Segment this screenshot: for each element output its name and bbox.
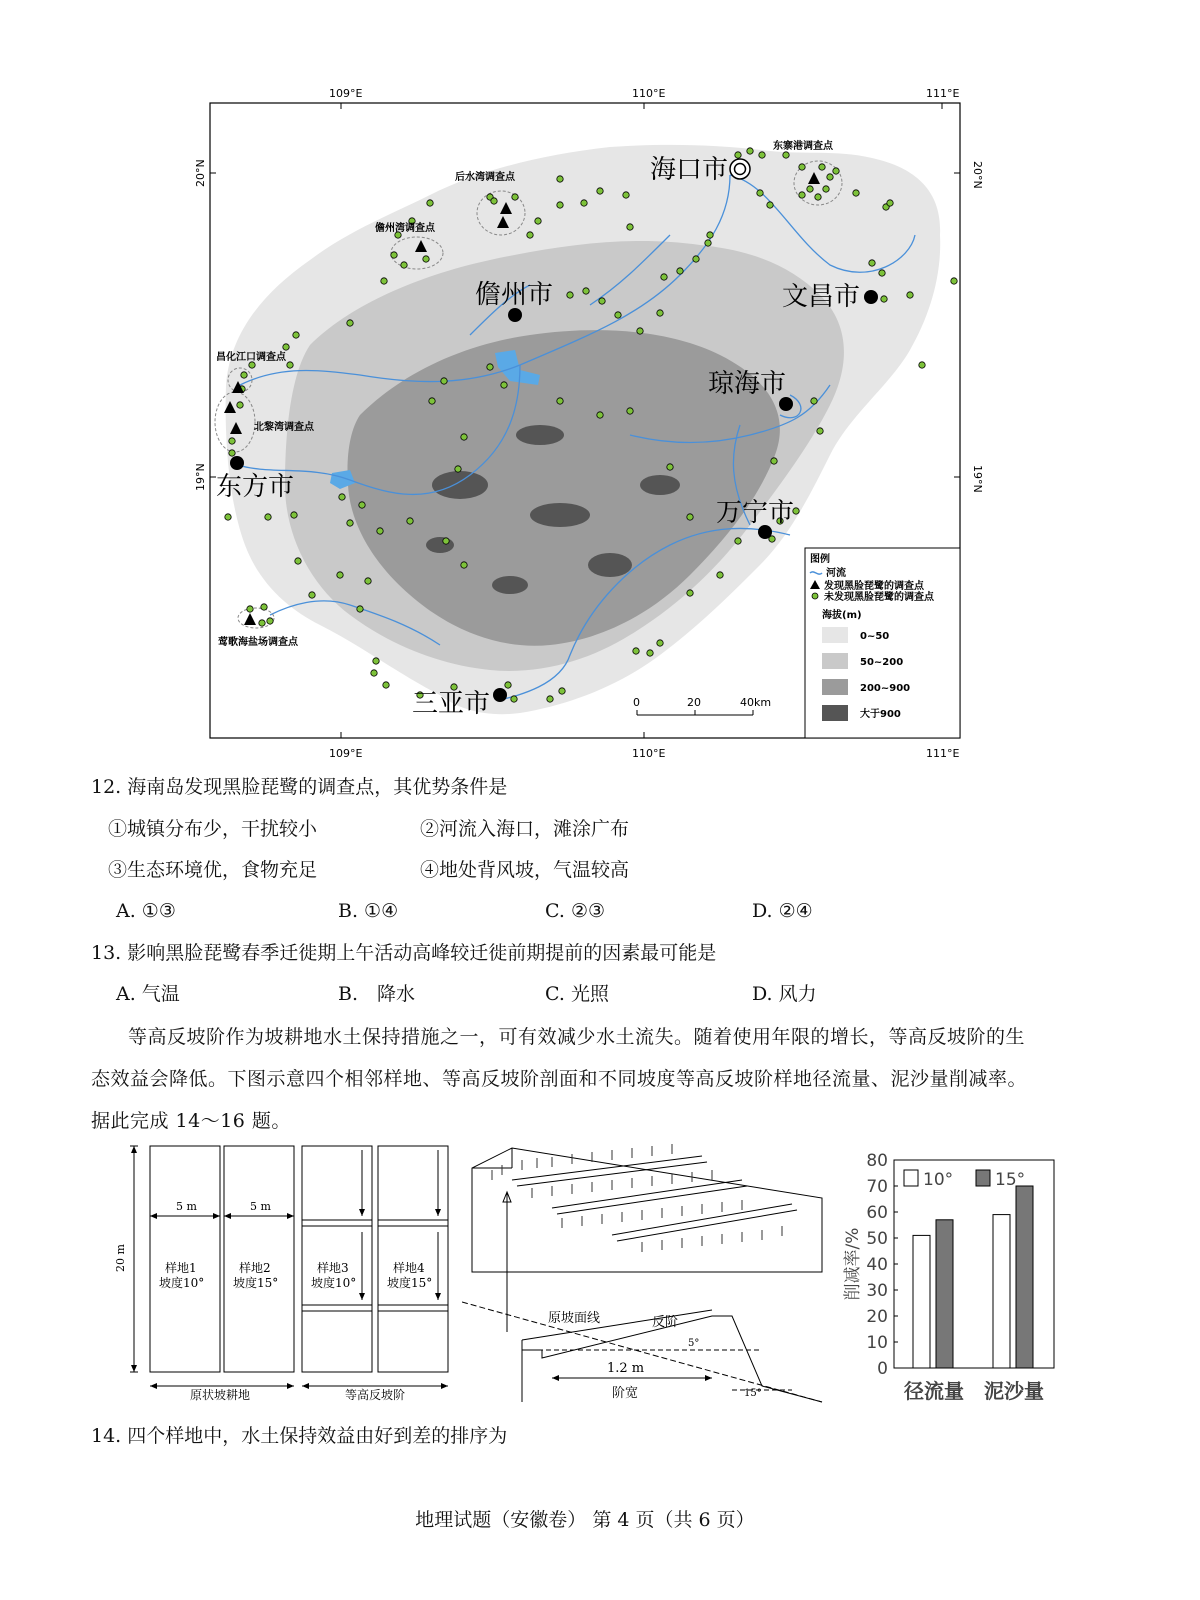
not-found-point bbox=[627, 408, 633, 414]
not-found-point bbox=[229, 450, 235, 456]
legend-title: 图例 bbox=[810, 554, 830, 565]
q12-item-4: ④地处背风坡，气温较高 bbox=[420, 859, 630, 881]
not-found-point bbox=[443, 538, 449, 544]
not-found-point bbox=[637, 328, 643, 334]
label-reverse-step: 反阶 bbox=[652, 1315, 679, 1330]
not-found-point bbox=[705, 240, 711, 246]
not-found-point bbox=[527, 232, 533, 238]
not-found-point bbox=[657, 310, 663, 316]
bar-泥沙量-10° bbox=[993, 1215, 1010, 1368]
legend-river: 河流 bbox=[826, 568, 846, 579]
not-found-point bbox=[599, 298, 605, 304]
survey-label-changhuajiang: 昌化江口调查点 bbox=[216, 352, 286, 363]
not-found-point bbox=[879, 270, 885, 276]
not-found-point bbox=[767, 202, 773, 208]
not-found-point bbox=[597, 412, 603, 418]
not-found-point bbox=[827, 174, 833, 180]
not-found-point bbox=[491, 198, 497, 204]
legend-label-10°: 10° bbox=[923, 1170, 954, 1190]
plot-width-label-2: 5 m bbox=[250, 1200, 271, 1213]
not-found-point bbox=[771, 458, 777, 464]
q13-option-b: B. 降水 bbox=[338, 983, 416, 1005]
legend-elevation-title: 海拔(m) bbox=[822, 610, 862, 621]
not-found-point bbox=[717, 572, 723, 578]
not-found-point bbox=[261, 604, 267, 610]
not-found-point bbox=[381, 278, 387, 284]
passage-line-1: 等高反坡阶作为坡耕地水土保持措施之一，可有效减少水土流失。随着使用年限的增长，等高反坡阶的生 bbox=[128, 1026, 1026, 1048]
not-found-point bbox=[501, 382, 507, 388]
not-found-point bbox=[557, 202, 563, 208]
not-found-point bbox=[337, 572, 343, 578]
city-haikou: 海口市 bbox=[650, 155, 729, 185]
city-dongfang: 东方市 bbox=[216, 472, 295, 502]
legend-elev-0-50: 0~50 bbox=[860, 631, 890, 642]
lon-tick-109-bottom: 109°E bbox=[329, 747, 363, 760]
not-found-point bbox=[661, 274, 667, 280]
survey-label-beiliwan: 北黎湾调查点 bbox=[254, 422, 314, 433]
y-tick-label: 50 bbox=[866, 1229, 888, 1249]
not-found-point bbox=[291, 512, 297, 518]
q12-item-3: ③生态环境优，食物充足 bbox=[108, 859, 318, 881]
not-found-point bbox=[759, 152, 765, 158]
not-found-point bbox=[647, 650, 653, 656]
y-tick-label: 0 bbox=[877, 1359, 888, 1379]
not-found-point bbox=[427, 200, 433, 206]
not-found-point bbox=[615, 312, 621, 318]
q12-option-b: B. ①④ bbox=[338, 900, 399, 922]
not-found-point bbox=[441, 378, 447, 384]
y-tick-label: 60 bbox=[866, 1203, 888, 1223]
not-found-point bbox=[853, 190, 859, 196]
group-label-terrace: 等高反坡阶 bbox=[345, 1388, 406, 1402]
bar-径流量-15° bbox=[936, 1220, 953, 1368]
not-found-point bbox=[677, 268, 683, 274]
survey-label-houshuiwan: 后水湾调查点 bbox=[455, 172, 515, 183]
legend-found: 发现黑脸琵鹭的调查点 bbox=[824, 581, 924, 592]
y-axis-label: 削减率/% bbox=[843, 1227, 863, 1301]
plot4-slope: 坡度15° bbox=[387, 1276, 433, 1290]
not-found-point bbox=[309, 592, 315, 598]
not-found-point bbox=[951, 278, 957, 284]
plot2-name: 样地2 bbox=[239, 1261, 271, 1275]
plot1-slope: 坡度10° bbox=[159, 1276, 205, 1290]
not-found-point bbox=[597, 188, 603, 194]
lat-tick-19-right: 19°N bbox=[971, 465, 984, 493]
not-found-point bbox=[707, 232, 713, 238]
y-tick-label: 10 bbox=[866, 1333, 888, 1353]
scale-label-20: 20 bbox=[687, 696, 701, 709]
label-step-width: 阶宽 bbox=[612, 1386, 639, 1401]
passage-line-2: 态效益会降低。下图示意四个相邻样地、等高反坡阶剖面和不同坡度等高反坡阶样地径流量、泥沙量削减率。 bbox=[91, 1068, 1028, 1090]
not-found-point bbox=[267, 618, 273, 624]
lon-tick-111-top: 111°E bbox=[926, 87, 960, 100]
not-found-point bbox=[557, 398, 563, 404]
city-danzhou: 儋州市 bbox=[475, 280, 554, 310]
plot-length-label: 20 m bbox=[114, 1244, 127, 1272]
not-found-point bbox=[819, 164, 825, 170]
lon-tick-110-top: 110°E bbox=[632, 87, 666, 100]
q13-option-c: C. 光照 bbox=[545, 983, 609, 1005]
not-found-point bbox=[687, 514, 693, 520]
survey-label-dongzhaigang: 东寨港调查点 bbox=[773, 141, 833, 152]
y-tick-label: 40 bbox=[866, 1255, 888, 1275]
not-found-point bbox=[247, 606, 253, 612]
not-found-point bbox=[535, 218, 541, 224]
x-category-label: 径流量 bbox=[904, 1379, 964, 1403]
q12-item-2: ②河流入海口，滩涂广布 bbox=[420, 818, 630, 840]
plot4-name: 样地4 bbox=[393, 1261, 425, 1275]
lon-tick-110-bottom: 110°E bbox=[632, 747, 666, 760]
not-found-point bbox=[487, 364, 493, 370]
not-found-point bbox=[817, 428, 823, 434]
not-found-point bbox=[583, 288, 589, 294]
plot-width-label-1: 5 m bbox=[176, 1200, 197, 1213]
passage-line-3: 据此完成 14～16 题。 bbox=[91, 1110, 291, 1132]
city-qionghai: 琼海市 bbox=[708, 369, 787, 399]
city-sanya: 三亚市 bbox=[412, 689, 491, 719]
not-found-point bbox=[359, 502, 365, 508]
not-found-point bbox=[823, 186, 829, 192]
not-found-point bbox=[511, 696, 517, 702]
lat-tick-20-left: 20°N bbox=[194, 159, 207, 187]
not-found-point bbox=[783, 152, 789, 158]
q12-option-d: D. ②④ bbox=[752, 900, 813, 922]
not-found-point bbox=[377, 528, 383, 534]
not-found-point bbox=[505, 682, 511, 688]
hainan-map bbox=[190, 85, 990, 775]
not-found-point bbox=[735, 538, 741, 544]
q12-option-a: A. ①③ bbox=[116, 900, 176, 922]
not-found-point bbox=[815, 194, 821, 200]
legend-swatch-10° bbox=[904, 1170, 918, 1186]
label-step-width-value: 1.2 m bbox=[607, 1361, 645, 1376]
not-found-point bbox=[293, 332, 299, 338]
map-legend bbox=[805, 548, 960, 738]
y-tick-label: 70 bbox=[866, 1177, 888, 1197]
not-found-point bbox=[869, 260, 875, 266]
legend-elev-50-200: 50~200 bbox=[860, 657, 904, 668]
not-found-point bbox=[295, 558, 301, 564]
plot3-slope: 坡度10° bbox=[311, 1276, 357, 1290]
q14-stem: 14. 四个样地中，水土保持效益由好到差的排序为 bbox=[91, 1425, 508, 1447]
not-found-point bbox=[229, 438, 235, 444]
not-found-point bbox=[907, 292, 913, 298]
city-wenchang: 文昌市 bbox=[782, 282, 861, 312]
legend-swatch-15° bbox=[976, 1170, 990, 1186]
q13-option-d: D. 风力 bbox=[752, 983, 817, 1005]
q13-option-a: A. 气温 bbox=[116, 983, 180, 1005]
not-found-point bbox=[241, 372, 247, 378]
not-found-point bbox=[265, 514, 271, 520]
legend-label-15°: 15° bbox=[995, 1170, 1026, 1190]
plot1-name: 样地1 bbox=[165, 1261, 197, 1275]
city-wanning: 万宁市 bbox=[716, 498, 795, 528]
y-tick-label: 20 bbox=[866, 1307, 888, 1327]
q12-option-c: C. ②③ bbox=[545, 900, 606, 922]
not-found-point bbox=[811, 398, 817, 404]
lon-tick-111-bottom: 111°E bbox=[926, 747, 960, 760]
lat-tick-20-right: 20°N bbox=[971, 161, 984, 189]
not-found-point bbox=[512, 194, 518, 200]
not-found-point bbox=[429, 398, 435, 404]
scale-label-40: 40km bbox=[740, 696, 772, 709]
not-found-point bbox=[391, 252, 397, 258]
not-found-point bbox=[881, 296, 887, 302]
not-found-point bbox=[807, 186, 813, 192]
not-found-point bbox=[461, 434, 467, 440]
not-found-point bbox=[347, 520, 353, 526]
not-found-point bbox=[667, 464, 673, 470]
not-found-point bbox=[401, 262, 407, 268]
not-found-point bbox=[581, 200, 587, 206]
not-found-point bbox=[461, 562, 467, 568]
label-original-slope: 原坡面线 bbox=[548, 1311, 601, 1326]
not-found-point bbox=[259, 620, 265, 626]
scale-label-0: 0 bbox=[633, 696, 640, 709]
not-found-point bbox=[373, 658, 379, 664]
y-tick-label: 30 bbox=[866, 1281, 888, 1301]
bar-径流量-10° bbox=[913, 1235, 930, 1368]
not-found-point bbox=[339, 494, 345, 500]
not-found-point bbox=[747, 148, 753, 154]
not-found-point bbox=[567, 292, 573, 298]
not-found-point bbox=[237, 402, 243, 408]
bar-泥沙量-15° bbox=[1016, 1186, 1033, 1368]
y-tick-label: 80 bbox=[866, 1151, 888, 1171]
not-found-point bbox=[287, 362, 293, 368]
plot-layout-diagram bbox=[110, 1140, 460, 1402]
not-found-point bbox=[423, 256, 429, 262]
not-found-point bbox=[633, 648, 639, 654]
not-found-point bbox=[225, 514, 231, 520]
not-found-point bbox=[407, 518, 413, 524]
not-found-point bbox=[371, 670, 377, 676]
lon-tick-109-top: 109°E bbox=[329, 87, 363, 100]
q12-item-1: ①城镇分布少，干扰较小 bbox=[108, 818, 318, 840]
legend-not-found: 未发现黑脸琵鹭的调查点 bbox=[824, 592, 934, 603]
survey-label-yinggehai: 莺歌海盐场调查点 bbox=[218, 637, 298, 648]
not-found-point bbox=[559, 688, 565, 694]
label-angle-15: 15° bbox=[744, 1388, 762, 1399]
not-found-point bbox=[799, 164, 805, 170]
lat-tick-19-left: 19°N bbox=[194, 463, 207, 491]
q13-stem: 13. 影响黑脸琵鹭春季迁徙期上午活动高峰较迁徙前期提前的因素最可能是 bbox=[91, 942, 717, 964]
q12-stem: 12. 海南岛发现黑脸琵鹭的调查点，其优势条件是 bbox=[91, 776, 508, 798]
not-found-point bbox=[833, 168, 839, 174]
legend-elev-900: 大于900 bbox=[860, 709, 901, 720]
not-found-point bbox=[693, 256, 699, 262]
not-found-point bbox=[547, 696, 553, 702]
not-found-point bbox=[887, 200, 893, 206]
not-found-point bbox=[919, 362, 925, 368]
not-found-point bbox=[627, 224, 633, 230]
not-found-point bbox=[383, 682, 389, 688]
survey-label-danzhouwan: 儋州湾调查点 bbox=[375, 223, 435, 234]
not-found-point bbox=[657, 640, 663, 646]
not-found-point bbox=[357, 606, 363, 612]
not-found-point bbox=[347, 320, 353, 326]
plot2-slope: 坡度15° bbox=[233, 1276, 279, 1290]
terrace-profile-diagram bbox=[462, 1140, 842, 1410]
not-found-point bbox=[623, 192, 629, 198]
not-found-point bbox=[799, 192, 805, 198]
legend-elev-200-900: 200~900 bbox=[860, 683, 911, 694]
not-found-point bbox=[735, 152, 741, 158]
plot3-name: 样地3 bbox=[317, 1261, 349, 1275]
group-label-original: 原状坡耕地 bbox=[190, 1388, 251, 1402]
not-found-point bbox=[757, 190, 763, 196]
page-footer: 地理试题（安徽卷） 第 4 页（共 6 页） bbox=[415, 1509, 755, 1531]
label-angle-5: 5° bbox=[688, 1338, 700, 1349]
not-found-point bbox=[365, 578, 371, 584]
x-category-label: 泥沙量 bbox=[984, 1379, 1044, 1403]
not-found-point bbox=[455, 466, 461, 472]
not-found-point bbox=[687, 590, 693, 596]
reduction-rate-bar-chart bbox=[840, 1148, 1065, 1408]
not-found-point bbox=[557, 176, 563, 182]
not-found-point bbox=[283, 344, 289, 350]
